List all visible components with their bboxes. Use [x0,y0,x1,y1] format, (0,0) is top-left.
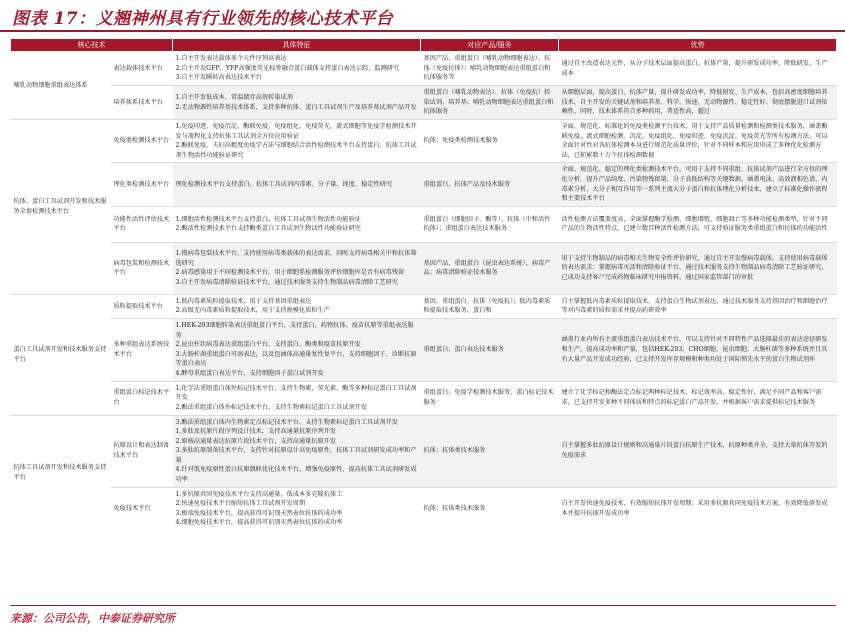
cell-advantages: 从细胞层面，提高蛋白、抗体产量，提升研发成功率，降低研发、生产成本，包括高密度细胞培养技术、自主开发的关键试剂和培养基、科学、快速、无动物源性、稳定性好、彻底摆脱进口试剂依赖性、同时，技术体系符合多种药用，普适性高，超过 [559,86,837,120]
table-row [11,52,837,86]
cell-features: 1.自主开发表达载体多个元件序列高表达 2.自主开发GFP、YFP高强度荧光标签融合蛋白载体支持蛋白表达示踪、监测研究 3.自主开发瞬转高表达技术平台 [173,52,421,86]
cell-features: 1.低内毒素质粒提取技术，用于支持基因重组表达 2.高级无内毒素质粒提取技术，用于支持规模化质粒生产 [173,294,421,318]
cell-features: 理化检测技术平台支持蛋白、抗体工具试剂内毒素、分子量、纯度、稳定性研究 [173,163,421,206]
header-products: 对应产品/服务 [421,39,559,52]
table-row [11,487,837,530]
cell-advantages: 涵盖行业内所有主流重组蛋白表达技术平台，可以支持针对不同特性产品选择最佳的表达途径研发和生产，提高成功率和产量，包括HEK-293、CHO细胞、昆虫细胞、大肠杆菌等多种系统并且具有大量产品开发成功经验，已支持开发库存规模和种类均处于国际领先水平的蛋白生物试剂库 [559,318,837,381]
cell-platform: 免疫技术平台 [111,487,173,530]
cell-platform: 多种重组表达系统技术平台 [111,318,173,381]
cell-advantages: 通过自主改造表达元件，从分子技术层面提高蛋白、抗体产量，提升研发成功率，降低研发、生产成本 [559,52,837,86]
header-features: 具体特征 [173,39,421,52]
cell-advantages: 用于支持生物制品的病毒相关生物安全性评价研究，通过自主开发慢病毒载体，支持使用病毒载体的表达需求；掌握病毒灭活和清除验证平台，通过技术服务支持生物制品病毒清除工艺验证研究，已成功支持客户完成药物临床研究申报资料，通过国家监管部门的审批 [559,242,837,294]
cell-advantages: 全面、规范化、稳定的理化类检测技术平台，可用于支持不同重组、抗体试剂产品进行全方位的理化分析，提升产品纯度、污染物残留量、分子高低结构等关键数据、涵盖电泳、高效液相色谱、内毒素分析、大分子相互作用等一系列主流大分子蛋白和抗体理化分析技术，建立了标准化操作流程和主要技术平台 [559,163,837,206]
table-row [11,120,837,163]
cell-features: 1.慢病毒包装技术平台，支持使用病毒类载体的表达需求，同时支持病毒相关中和抗体筛选研究 2.病毒感染用于不同检测技术平台，用于细胞系检测服务评价细胞库是否有病毒残留 3.自主开发病毒清除验证技术平台，通过技术服务支持生物制品病毒清除工艺研究 [173,242,421,294]
cell-platform: 质粒提取技术平台 [111,294,173,318]
table-row [11,415,837,487]
cell-features: 1.自主开发低成本、常温储存高效转染试剂 2.无动物源性培养基技术体系，支持多种抗体、蛋白工具试剂生产及培养基试剂产品开发 [173,86,421,120]
cell-platform: 培养体系技术平台 [111,86,173,120]
cell-core-tech-group: 蛋白工具试剂开发和技术服务支持平台 [11,294,111,415]
tech-platform-table [10,38,837,530]
cell-advantages: 自主掌握低内毒素质粒提取技术，支持蛋白生物试剂表达，通过技术服务支持基因治疗和细胞治疗等对内毒素的质粒需求并提高药研效率 [559,294,837,318]
cell-advantages: 建立了化学标记和酶法定点标记两种标记技术，标记效率高，稳定性好，满足不同产品和客户需求，已支持开发多种不同体质和特点的标记蛋白产品开发，并根据客户需求提供标记技术服务 [559,381,837,415]
cell-platform: 抗原设计和表达制备技术平台 [111,415,173,487]
table-row [11,294,837,318]
cell-advantages: 活性检测方法覆盖度高，全面掌握酶学检测、细胞增殖、细胞凋亡等多种功能检测类型，针对不同产品的生物活性特点，已建立数百种活性检测方法，可支持验证服务类重组蛋白和抗体的功能活性 [559,206,837,242]
table-header-row [11,39,837,52]
source-note: 来源：公司公告，中泰证券研究所 [10,612,175,625]
cell-features: 1.免疫印迹、免疫沉淀、酶联免疫、免疫组化、免疫荧光、流式细胞等免疫学检测技术开发与流程化支持抗体工具试剂全方位应用验证 2.酶联免疫、夫妇高精度免疫学方法与细胞结合活性检测技术平台支持蛋白、抗体工具试剂生物活性功能验证研究 [173,120,421,163]
cell-products: 基因产品、重组蛋白（哺乳动物细胞表达）、抗体（免疫抗体）；哺乳动物细胞表达重组蛋白和抗体服务等 [421,52,559,86]
table-row [11,318,837,381]
cell-features: 1.HEK-293细胞转染表达重组蛋白平台，支持蛋白、药物抗体、疫苗抗原等重组表达服务 2.昆虫杆状病毒表达重组蛋白平台，支持蛋白、酶类和疫苗抗原开发 3.大肠杆菌重组蛋白可溶表达，以及包涵体高通量复性复平台，支持细胞因子、诊断抗原等蛋白表达 4.酵母重组蛋白表达平台，支持细胞因子蛋白试剂开发 [173,318,421,381]
table-row [11,86,837,120]
cell-platform: 表达载体技术平台 [111,52,173,86]
cell-features: 3.酶法重组蛋白体内生物素定点标记技术平台，支持生物素标记蛋白工具试剂开发 1.多肽及抗原片段序列设计技术，支持高通量抗原序列开发 2.原核高通量表达抗原片段技术平台，支持高通量抗原开发 3.多肽抗原制备技术平台，支持针对抗原设计高免疫原性、抗体工具试剂研发成功率和产量 4.针对低免疫原性蛋白抗原偶联优化技术平台，增强免疫原性、提高抗体工具试剂研发成功率 [173,415,421,487]
cell-products: 重组蛋白、抗体产品及技术服务 [421,163,559,206]
table-body [11,52,837,531]
cell-products: 重组蛋白（哺乳动物表达）、抗体（免疫抗）转染试剂、培养基；哺乳动物细胞表达重组蛋白和抗体服务 [421,86,559,120]
table-row [11,206,837,242]
cell-core-tech-group: 抗体工具试剂开发和技术服务支持平台 [11,415,111,530]
cell-features: 1.细胞活性检测技术平台支持蛋白、抗体工具试剂生物活性功能验证 2.酶活性检测技术平台支持酶类蛋白工具试剂生物活性功能验证研究 [173,206,421,242]
cell-products: 基因、重组蛋白、抗体（免疫抗）；低内毒素质粒提取技术服务、蛋白和 [421,294,559,318]
cell-core-tech-group: 抗体、蛋白工具试剂开发和技术服务全套检测技术平台 [11,120,111,295]
cell-products: 抗体；免疫类检测技术服务 [421,120,559,163]
cell-features: 1.化学法重组蛋白体外标记技术平台，支持生物素、荧光素、酶等多种标记蛋白工具试剂开发 2.酶法重组蛋白体外标记技术平台，支持生物素标记蛋白工具试剂开发 [173,381,421,415]
cell-platform: 免疫类检测技术平台 [111,120,173,163]
cell-advantages: 全面、规范化、标准化的免疫类检测平台技术，用于支持产品质量检测和检测类技术服务，涵盖酶联免疫、流式细胞检测、沉淀、免疫组化、免疫印迹、免疫沉淀、免疫荧光等所有检测方法，可以全面针对性对各抗体检测本身进行规范化质量评价，针对不同样本和应用形成了多种优化检测方法，已积累数十万个抗体检测数据 [559,120,837,163]
header-advantages: 优势 [559,39,837,52]
cell-platform: 重组蛋白标记技术平台 [111,381,173,415]
table-row [11,163,837,206]
header-core-tech: 核心技术 [11,39,173,52]
cell-advantages: 自主掌握多肽抗原设计规则和高通量片段蛋白抗原生产技术，抗原种类齐全，支持大量抗体开发的免疫需求 [559,415,837,487]
table-row [11,242,837,294]
cell-features: 1.多抗原共同免疫技术平台支持高通量、低成本多克隆抗体工 2.快速免疫技术平台缩短抗体工具试剂开发周期 3.极端免疫技术平台，提高获得可识别天然表位抗体的成功率 4.细胞免疫技术平台，提高获得可识别天然表位抗体的成功率 [173,487,421,530]
cell-advantages: 自主开发快速免疫技术，有效缩短抗体开发周期；采用多抗原共同免疫技术方案，有效降低研发成本并提升抗体开发成功率 [559,487,837,530]
table-row [11,381,837,415]
cell-products: 重组蛋白；免疫学检测技术服务、蛋白标记技术服务 [421,381,559,415]
cell-platform: 功能性活性评估技术平台 [111,206,173,242]
cell-products: 抗体；抗体类技术服务 [421,487,559,530]
cell-platform: 病毒包装和检测技术平台 [111,242,173,294]
footer-rule [10,605,836,606]
cell-core-tech-group: 哺乳动物细胞重组表达体系 [11,52,111,120]
cell-products: 重组蛋白；蛋白表达技术服务 [421,318,559,381]
cell-products: 基因产品、重组蛋白（昆虫表达系统）、病毒产品；病毒清除验证技术服务 [421,242,559,294]
cell-platform: 理化类检测技术平台 [111,163,173,206]
figure-title: 图表 17：义翘神州具有行业领先的核心技术平台 [12,9,394,29]
title-bar [0,0,845,32]
cell-products: 重组蛋白（细胞因子、酶等）、抗体（中和活性抗体）；重组蛋白表达技术服务 [421,206,559,242]
cell-products: 抗体；抗体类技术服务 [421,415,559,487]
